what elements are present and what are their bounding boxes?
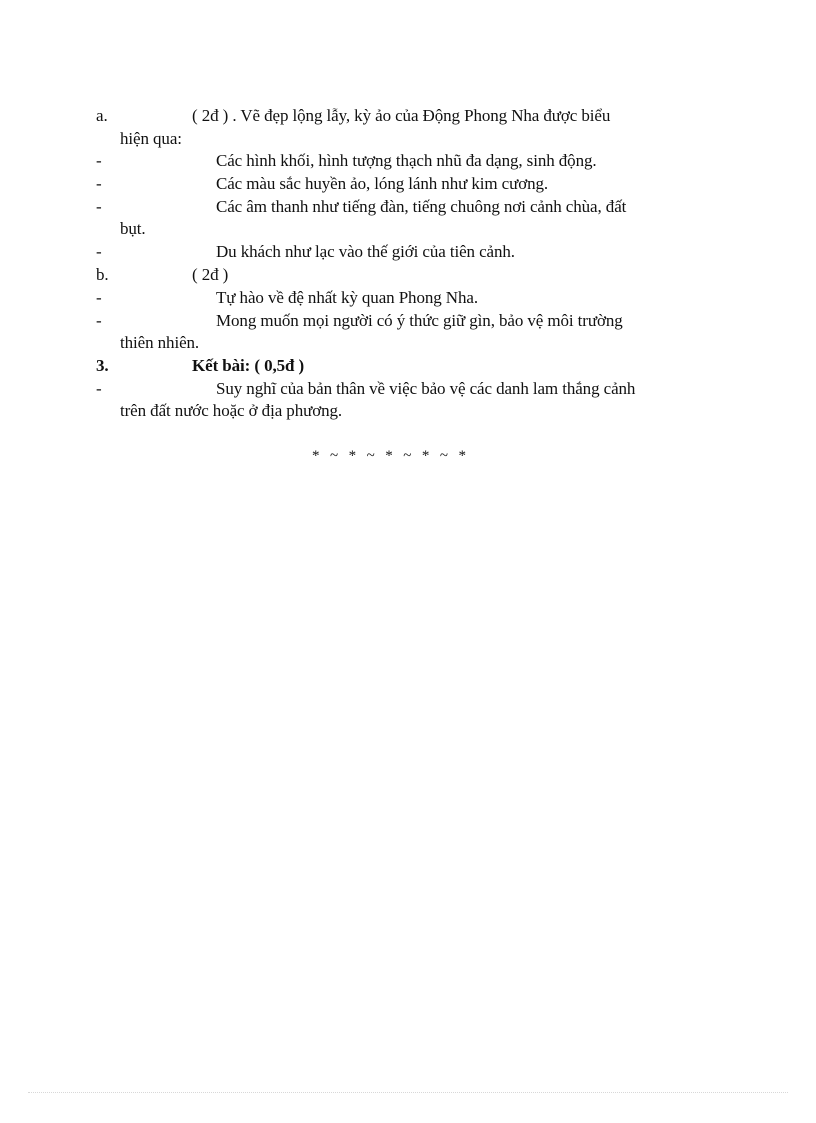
bullet-dash: -: [96, 174, 102, 193]
bullet-dash: -: [96, 311, 102, 330]
section-a-heading-cont: hiện qua:: [120, 129, 182, 148]
bullet-text-cont: thiên nhiên.: [120, 333, 200, 352]
section-b-marker: b.: [96, 265, 109, 284]
section-a-marker: a.: [96, 106, 108, 125]
bullet-dash: -: [96, 197, 102, 216]
bullet-text: Suy nghĩ của bản thân về việc bảo vệ các danh lam thắng cảnh: [216, 379, 636, 398]
section-a-heading: ( 2đ ) . Vẽ đẹp lộng lẫy, kỳ ảo của Động Phong Nha được biểu: [192, 106, 611, 125]
bullet-dash: -: [96, 379, 102, 398]
bullet-text: Các hình khối, hình tượng thạch nhũ đa dạng, sinh động.: [216, 151, 597, 170]
bullet-dash: -: [96, 242, 102, 261]
bullet-text: Các màu sắc huyền ảo, lóng lánh như kim cương.: [216, 174, 549, 193]
closing-ornament: * ~ * ~ * ~ * ~ *: [312, 448, 467, 464]
section-3-heading: Kết bài: ( 0,5đ ): [192, 356, 305, 375]
bullet-text: Mong muốn mọi người có ý thức giữ gìn, bảo vệ môi trường: [216, 311, 623, 330]
footer-divider: [28, 1092, 788, 1093]
section-b-heading: ( 2đ ): [192, 265, 229, 284]
bullet-text: Tự hào về đệ nhất kỳ quan Phong Nha.: [216, 288, 478, 307]
bullet-dash: -: [96, 151, 102, 170]
bullet-text-cont: bụt.: [120, 219, 146, 238]
bullet-text: Du khách như lạc vào thế giới của tiên cảnh.: [216, 242, 515, 261]
bullet-text: Các âm thanh như tiếng đàn, tiếng chuông nơi cảnh chùa, đất: [216, 197, 627, 216]
section-3-marker: 3.: [96, 356, 109, 375]
bullet-dash: -: [96, 288, 102, 307]
bullet-text-cont: trên đất nước hoặc ở địa phương.: [120, 401, 343, 420]
